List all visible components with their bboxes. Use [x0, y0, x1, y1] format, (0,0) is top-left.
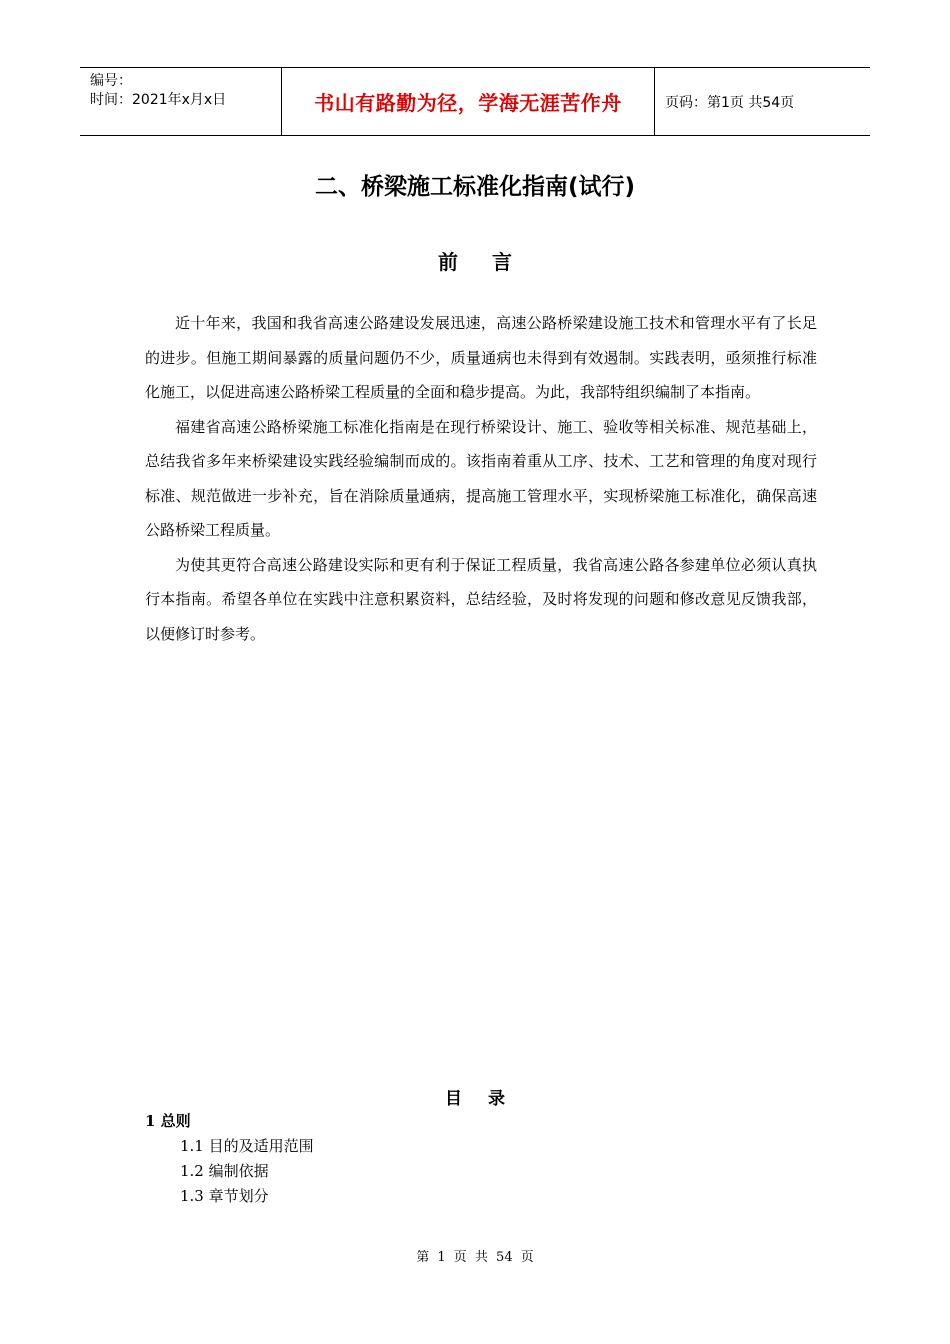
- preface-body: [145, 306, 817, 651]
- header-table: [80, 67, 870, 136]
- page-footer: 第 1 页 共 54 页: [416, 1250, 534, 1265]
- toc-chapter[interactable]: 1 总则: [145, 1112, 191, 1130]
- motto: 书山有路勤为径，学海无涯苦作舟: [314, 91, 622, 115]
- header-page-cell: [655, 68, 870, 135]
- header-left-cell: [80, 68, 281, 135]
- toc-heading: 目录: [445, 1089, 531, 1109]
- number-label: 编号：: [90, 73, 132, 89]
- paragraph: 为使其更符合高速公路建设实际和更有利于保证工程质量，我省高速公路各参建单位必须认真执行本指南。希望各单位在实践中注意积累资料，总结经验，及时将发现的问题和修改意见反馈我部，以便修订时参考。: [145, 555, 817, 643]
- toc-section[interactable]: 1.1 目的及适用范围: [180, 1137, 314, 1155]
- preface-heading: 前言: [438, 250, 546, 274]
- page-info: 页码：第1页 共54页: [665, 94, 795, 111]
- toc-list: [145, 1109, 314, 1209]
- toc-section[interactable]: 1.2 编制依据: [180, 1162, 269, 1180]
- toc-section[interactable]: 1.3 章节划分: [180, 1187, 269, 1205]
- paragraph: 福建省高速公路桥梁施工标准化指南是在现行桥梁设计、施工、验收等相关标准、规范基础上，总结我省多年来桥梁建设实践经验编制而成的。该指南着重从工序、技术、工艺和管理的角度对现行标准、规范做进一步补充，旨在消除质量通病，提高施工管理水平，实现桥梁施工标准化，确保高速公路桥梁工程质量。: [145, 417, 817, 539]
- document-title: 二、桥梁施工标准化指南(试行): [314, 174, 636, 200]
- paragraph: 近十年来，我国和我省高速公路建设发展迅速，高速公路桥梁建设施工技术和管理水平有了长足的进步。但施工期间暴露的质量问题仍不少，质量通病也未得到有效遏制。实践表明，亟须推行标准化施工，以促进高速公路桥梁工程质量的全面和稳步提高。为此，我部特组织编制了本指南。: [145, 314, 817, 401]
- time-label: 时间：2021年x月x日: [90, 92, 227, 108]
- header-motto-cell: [281, 68, 655, 135]
